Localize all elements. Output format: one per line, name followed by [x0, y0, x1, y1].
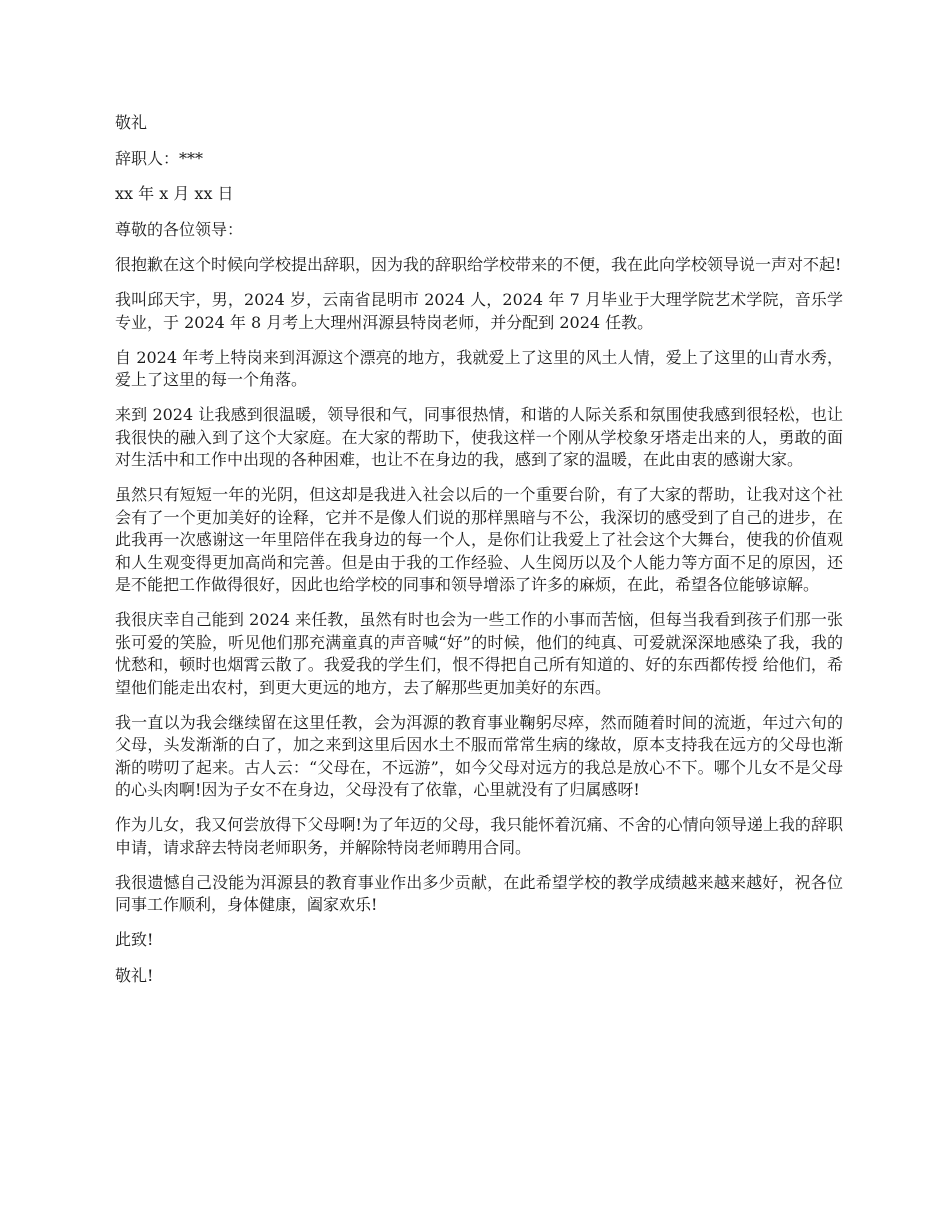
paragraph-growth: 虽然只有短短一年的光阴，但这却是我进入社会以后的一个重要台阶，有了大家的帮助，让我对这个社会有了一个更加美好的诠释，它并不是像人们说的那样黑暗与不公，我深切的感受到了自己的进步，在此我再一次感谢这一年里陪伴在我身边的每一个人，是你们让我爱上了社会这个大舞台，使我的价值观和人生观变得更加高尚和完善。但是由于我的工作经验、人生阅历以及个人能力等方面不足的原因，还是不能把工作做得很好，因此也给学校的同事和领导增添了许多的麻烦，在此，希望各位能够谅解。 [115, 485, 843, 594]
paragraph-apology: 很抱歉在这个时候向学校提出辞职，因为我的辞职给学校带来的不便，我在此向学校领导说一声对不起! [115, 255, 842, 274]
closing-line-2: 敬礼! [115, 965, 154, 985]
date-line: xx 年 x 月 xx 日 [115, 184, 234, 203]
paragraph-warmth: 来到 2024 让我感到很温暖，领导很和气，同事很热情，和谐的人际关系和氛围使我感到很轻松，也让我很快的融入到了这个大家庭。在大家的帮助下，使我这样一个刚从学校象牙塔走出来的人，勇敢的面对生活中和工作中出现的各种困难，也让不在身边的我，感到了家的温暖，在此由衷的感谢大家。 [115, 405, 843, 469]
paragraph-introduction: 我叫邱天宇，男，2024 岁，云南省昆明市 2024 人，2024 年 7 月毕业于大理学院艺术学院，音乐学专业，于 2024 年 8 月考上大理州洱源县特岗老师，并分配到 2024 任教。 [115, 290, 843, 332]
greeting-line: 尊敬的各位领导： [115, 219, 244, 239]
paragraph-wishes: 我很遗憾自己没能为洱源县的教育事业作出多少贡献，在此希望学校的教学成绩越来越来越好，祝各位同事工作顺利，身体健康，阖家欢乐! [115, 872, 843, 914]
paragraph-request: 作为儿女，我又何尝放得下父母啊!为了年迈的父母，我只能怀着沉痛、不舍的心情向领导递上我的辞职申请，请求辞去特岗老师职务，并解除特岗老师聘用合同。 [115, 815, 843, 857]
paragraph-parents: 我一直以为我会继续留在这里任教，会为洱源的教育事业鞠躬尽瘁，然而随着时间的流逝，年过六旬的父母，头发渐渐的白了，加之来到这里后因水土不服而常常生病的缘故，原本支持我在远方的父母也渐渐的唠叨了起来。古人云：“父母在，不远游”，如今父母对远方的我总是放心不下。哪个儿女不是父母的心头肉啊!因为子女不在身边，父母没有了依靠，心里就没有了归属感呀! [115, 712, 843, 799]
resigner-line: 辞职人：*** [115, 148, 204, 168]
closing-line-1: 此致! [115, 930, 154, 949]
paragraph-love-place: 自 2024 年考上特岗来到洱源这个漂亮的地方，我就爱上了这里的风土人情，爱上了这里的山青水秀，爱上了这里的每一个角落。 [115, 347, 843, 389]
document-page [115, 112, 843, 1000]
paragraph-students: 我很庆幸自己能到 2024 来任教，虽然有时也会为一些工作的小事而苦恼，但每当我看到孩子们那一张张可爱的笑脸，听见他们那充满童真的声音喊“好”的时候，他们的纯真、可爱就深深地感染了我，我的忧愁和，顿时也烟霄云散了。我爱我的学生们，恨不得把自己所有知道的、好的东西都传授 给他们，希望他们能走出农村，到更大更远的地方，去了解那些更加美好的东西。 [115, 610, 843, 697]
salutation-top: 敬礼 [115, 113, 148, 132]
